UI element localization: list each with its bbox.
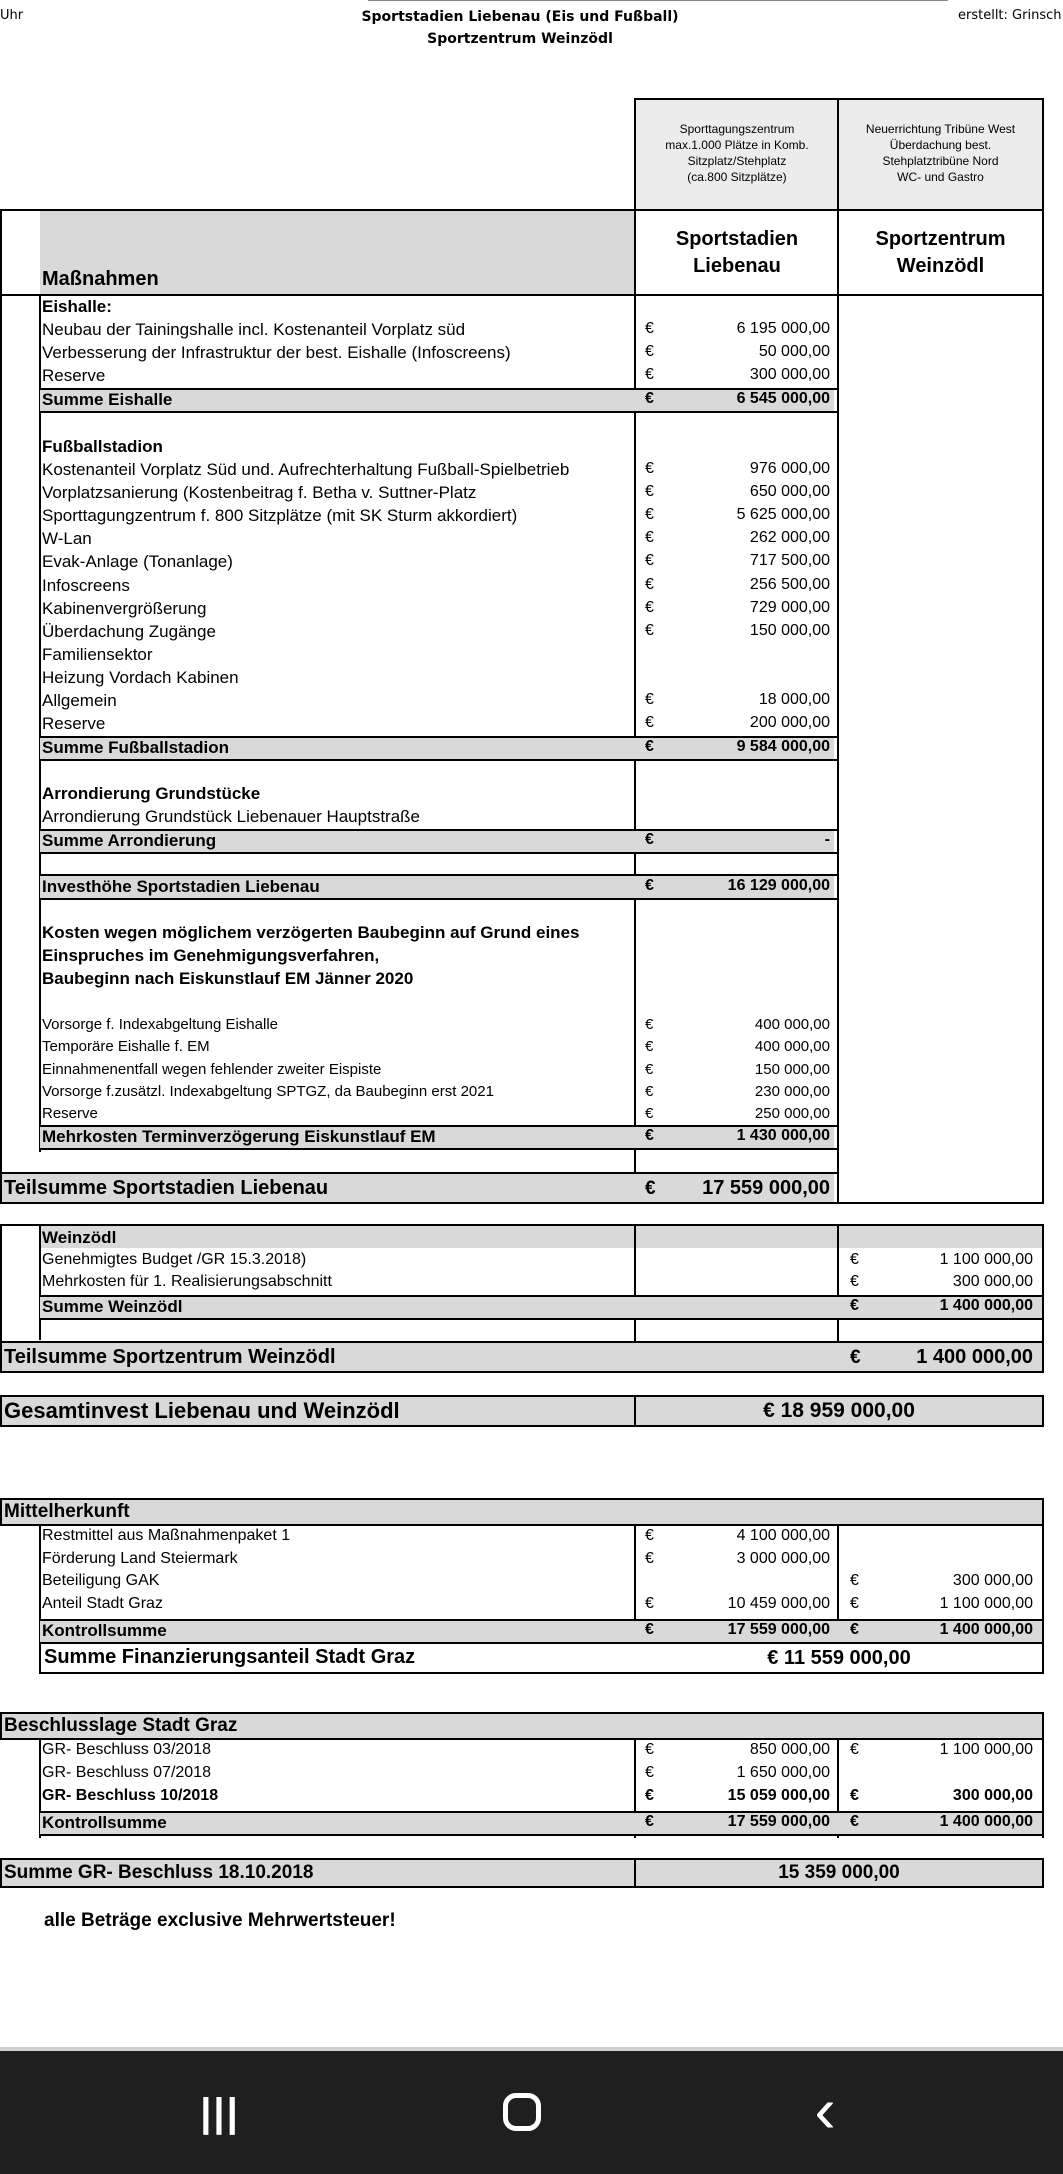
- sum-value: 17 559 000,00: [727, 1813, 830, 1830]
- line-item-value: 717 500,00: [749, 552, 830, 570]
- grid-line: [40, 898, 838, 900]
- currency-symbol: €: [645, 366, 654, 383]
- grid-line: [0, 1524, 1044, 1526]
- line-item-value: 6 195 000,00: [736, 320, 830, 337]
- col2-title: [839, 226, 1042, 280]
- currency-symbol: €: [645, 621, 654, 639]
- title-line-1: Sportstadien Liebenau (Eis und Fußball): [361, 9, 679, 25]
- teilsumme-value: 1 400 000,00: [916, 1346, 1033, 1368]
- grid-line: [40, 411, 838, 413]
- currency-symbol: €: [645, 483, 654, 501]
- line-item-value: 50 000,00: [758, 343, 830, 360]
- line-item-value: 850 000,00: [749, 1741, 830, 1758]
- currency-symbol: €: [645, 831, 654, 848]
- section-heading: Fußballstadion: [42, 437, 163, 456]
- line-item-value: 1 650 000,00: [736, 1764, 830, 1781]
- invest-value: 16 129 000,00: [727, 877, 830, 894]
- section-heading: Weinzödl: [42, 1228, 117, 1247]
- header-author: erstellt: Grinsch: [958, 8, 1062, 23]
- home-button[interactable]: [482, 2087, 562, 2137]
- line-item-value: 3 000 000,00: [736, 1549, 830, 1567]
- line-item-value: 650 000,00: [749, 483, 830, 501]
- currency-symbol: €: [645, 1813, 654, 1830]
- currency-symbol: €: [850, 1347, 861, 1368]
- mittel-heading-shade: [2, 1500, 1042, 1524]
- sum-label: Kontrollsumme: [42, 1813, 167, 1832]
- line-item-label: Restmittel aus Maßnahmenpaket 1: [42, 1527, 291, 1544]
- grid-line: [0, 1738, 1044, 1740]
- currency-symbol: €: [850, 1297, 859, 1314]
- line-item-label: Förderung Land Steiermark: [42, 1549, 238, 1567]
- sum-value: 9 584 000,00: [736, 738, 830, 755]
- grid-line: [837, 98, 839, 1202]
- line-item-value: 300 000,00: [952, 1787, 1033, 1804]
- recent-apps-button[interactable]: [180, 2087, 260, 2137]
- line-item-label: Familiensektor: [42, 644, 153, 664]
- line-item-value: 200 000,00: [749, 714, 830, 732]
- grid-line: [1042, 98, 1044, 1202]
- weinzoedl-heading-shade: [40, 1226, 1042, 1248]
- currency-symbol: €: [645, 1127, 654, 1144]
- section-heading: Eishalle:: [42, 297, 112, 316]
- col1-note: [636, 121, 838, 185]
- currency-symbol: €: [850, 1251, 859, 1268]
- grid-line: [39, 1524, 41, 1674]
- currency-symbol: €: [645, 529, 654, 547]
- line-item-label: Mehrkosten für 1. Realisierungsabschnitt: [42, 1273, 332, 1290]
- currency-symbol: €: [850, 1621, 859, 1638]
- section-heading: Arrondierung Grundstücke: [42, 784, 261, 803]
- grid-line: [0, 209, 1044, 211]
- line-item-label: Verbesserung der Infrastruktur der best. Eishalle (Infoscreens): [42, 343, 511, 362]
- line-item-value: 150 000,00: [749, 621, 830, 639]
- grid-line: [0, 294, 1044, 296]
- grid-line: [40, 1834, 1044, 1836]
- grid-line: [40, 759, 838, 761]
- line-item-label: Reserve: [42, 366, 106, 385]
- line-item-label: Überdachung Zugänge: [42, 621, 216, 641]
- col2-title-line: Weinzödl: [896, 255, 985, 277]
- grid-line: [0, 1224, 1044, 1226]
- line-item-label: GR- Beschluss 03/2018: [42, 1741, 211, 1758]
- grid-line: [0, 1712, 2, 1740]
- sum-value: 6 545 000,00: [736, 390, 830, 407]
- currency-symbol: €: [645, 343, 654, 360]
- section-heading: Beschlusslage Stadt Graz: [4, 1715, 238, 1736]
- grid-line: [634, 98, 1044, 100]
- line-item-label: Vorplatzsanierung (Kostenbeitrag f. Betha v. Suttner-Platz: [42, 483, 477, 503]
- col2-note-line: WC- und Gastro: [897, 170, 984, 184]
- col2-title-line: Sportzentrum: [875, 228, 1006, 250]
- sum-label: Summe Fußballstadion: [42, 738, 230, 757]
- col1-title-line: Sportstadien: [675, 228, 799, 250]
- line-item-value: 400 000,00: [754, 1038, 830, 1056]
- col2-note-line: Neuerrichtung Tribüne West: [865, 122, 1016, 136]
- currency-symbol: €: [645, 506, 654, 524]
- sum-label: Kontrollsumme: [42, 1621, 167, 1640]
- currency-symbol: €: [645, 598, 654, 616]
- currency-symbol: €: [850, 1594, 859, 1612]
- currency-symbol: €: [645, 1105, 654, 1123]
- line-item-label: Kostenanteil Vorplatz Süd und. Aufrechterhaltung Fußball-Spielbetrieb: [42, 460, 570, 479]
- line-item-label: GR- Beschluss 07/2018: [42, 1764, 211, 1781]
- currency-symbol: €: [645, 460, 654, 477]
- sum-value: 1 400 000,00: [939, 1297, 1033, 1314]
- grid-line: [39, 294, 41, 1152]
- sum-value: 17 559 000,00: [727, 1621, 830, 1638]
- sum-value: 1 400 000,00: [939, 1621, 1033, 1638]
- recent-apps-icon: |||: [200, 2091, 240, 2135]
- grid-line: [0, 1202, 1044, 1204]
- teilsumme-value: 17 559 000,00: [702, 1177, 830, 1199]
- line-item-label: Sporttagungzentrum f. 800 Sitzplätze (mit SK Sturm akkordiert): [42, 506, 518, 526]
- grid-line: [1042, 1498, 1044, 1674]
- line-item-value: 4 100 000,00: [736, 1527, 830, 1544]
- grid-line: [40, 1642, 1044, 1644]
- col1-note-line: (ca.800 Sitzplätze): [687, 170, 787, 184]
- currency-symbol: €: [645, 1594, 654, 1612]
- sum-label: Summe Eishalle: [42, 390, 173, 409]
- currency-symbol: €: [645, 390, 654, 407]
- line-item-value: 400 000,00: [754, 1016, 830, 1033]
- line-item-value: 150 000,00: [754, 1060, 830, 1078]
- grid-line: [0, 209, 2, 1204]
- line-item-value: 18 000,00: [758, 691, 830, 708]
- line-item-label: Einnahmenentfall wegen fehlender zweiter Eispiste: [42, 1060, 382, 1078]
- delay-heading-line: Einspruches im Genehmigungsverfahren,: [42, 946, 380, 965]
- grid-line: [40, 1148, 838, 1150]
- currency-symbol: €: [850, 1572, 859, 1589]
- line-item-label: Reserve: [42, 1105, 98, 1123]
- currency-symbol: €: [850, 1787, 859, 1804]
- line-item-value: 262 000,00: [749, 529, 830, 547]
- line-item-label: Allgemein: [42, 691, 117, 710]
- teilsumme-label: Teilsumme Sportzentrum Weinzödl: [4, 1346, 336, 1368]
- currency-symbol: €: [850, 1741, 859, 1758]
- line-item-value: 976 000,00: [749, 460, 830, 477]
- currency-symbol: €: [645, 1741, 654, 1758]
- currency-symbol: €: [645, 575, 654, 593]
- currency-symbol: €: [645, 1549, 654, 1567]
- grid-line: [0, 1498, 2, 1526]
- currency-symbol: €: [645, 320, 654, 337]
- line-item-value: 1 100 000,00: [939, 1251, 1033, 1268]
- grid-line: [634, 98, 636, 1202]
- currency-symbol: €: [645, 714, 654, 732]
- line-item-value: 250 000,00: [754, 1105, 830, 1123]
- grid-line: [40, 1672, 1044, 1674]
- col1-note-line: Sporttagungszentrum: [679, 122, 795, 136]
- currency-symbol: €: [645, 1787, 654, 1804]
- finanzierung-value: € 11 559 000,00: [767, 1647, 911, 1669]
- section-heading: Mittelherkunft: [4, 1501, 130, 1522]
- col1-title: [636, 226, 838, 280]
- currency-symbol: €: [645, 1082, 654, 1100]
- currency-symbol: €: [645, 1621, 654, 1638]
- currency-symbol: €: [645, 1038, 654, 1056]
- line-item-value: 15 059 000,00: [727, 1787, 830, 1804]
- title-line-2: Sportzentrum Weinzödl: [427, 31, 613, 47]
- line-item-label: Neubau der Tainingshalle incl. Kostenanteil Vorplatz süd: [42, 320, 466, 339]
- grid-line: [0, 1371, 1044, 1373]
- line-item-label: Kabinenvergrößerung: [42, 598, 207, 618]
- currency-symbol: €: [850, 1813, 859, 1830]
- navbar-divider: [0, 2047, 1063, 2051]
- currency-symbol: €: [645, 1178, 656, 1199]
- line-item-value: 10 459 000,00: [727, 1594, 830, 1612]
- line-item-label: Genehmigtes Budget /GR 15.3.2018): [42, 1251, 307, 1268]
- currency-symbol: €: [645, 552, 654, 570]
- line-item-label: Reserve: [42, 714, 106, 734]
- gr-sum-label: Summe GR- Beschluss 18.10.2018: [4, 1862, 314, 1883]
- grid-line: [0, 1498, 1044, 1500]
- grid-line: [0, 1712, 1044, 1714]
- back-icon: ‹: [814, 2074, 836, 2146]
- back-button[interactable]: [785, 2074, 865, 2146]
- home-icon: [503, 2093, 541, 2131]
- line-item-label: Vorsorge f. Indexabgeltung Eishalle: [42, 1016, 278, 1033]
- col1-note-line: Sitzplatz/Stehplatz: [687, 154, 787, 168]
- delay-heading: [42, 921, 579, 990]
- col2-note-line: Überdachung best.: [889, 138, 992, 152]
- gr-sum-value: 15 359 000,00: [778, 1862, 900, 1883]
- footnote: alle Beträge exclusive Mehrwertsteuer!: [44, 1910, 396, 1931]
- sum-value: 1 430 000,00: [736, 1127, 830, 1144]
- line-item-value: 1 100 000,00: [939, 1741, 1033, 1758]
- grid-line: [40, 852, 838, 854]
- line-item-label: Infoscreens: [42, 575, 130, 595]
- line-item-label: Temporäre Eishalle f. EM: [42, 1038, 210, 1056]
- line-item-value: 1 100 000,00: [939, 1594, 1033, 1612]
- currency-symbol: €: [645, 1016, 654, 1033]
- col1-note-line: max.1.000 Plätze in Komb.: [665, 138, 809, 152]
- line-item-label: W-Lan: [42, 529, 92, 549]
- line-item-value: 729 000,00: [749, 598, 830, 616]
- line-item-label: Evak-Anlage (Tonanlage): [42, 552, 233, 572]
- currency-symbol: €: [645, 1764, 654, 1781]
- line-item-value: 300 000,00: [952, 1572, 1033, 1589]
- col2-note-line: Stehplatztribüne Nord: [882, 154, 999, 168]
- line-item-label: Anteil Stadt Graz: [42, 1594, 163, 1612]
- sum-label: Summe Weinzödl: [42, 1297, 183, 1316]
- grid-line: [1042, 1712, 1044, 1838]
- header-rule: [368, 0, 948, 1]
- grid-line: [40, 1318, 1044, 1320]
- line-item-value: 300 000,00: [749, 366, 830, 383]
- grid-line: [39, 1224, 41, 1340]
- currency-symbol: €: [645, 1527, 654, 1544]
- grid-line: [1042, 1224, 1044, 1372]
- col1-title-line: Liebenau: [693, 255, 781, 277]
- header-left-text: Uhr: [0, 8, 24, 23]
- invest-label: Investhöhe Sportstadien Liebenau: [42, 877, 320, 896]
- document-header: [0, 0, 1063, 60]
- currency-symbol: €: [850, 1273, 859, 1290]
- teilsumme-label: Teilsumme Sportstadien Liebenau: [4, 1177, 329, 1199]
- measures-label: Maßnahmen: [42, 268, 159, 290]
- delay-heading-line: Baubeginn nach Eiskunstlauf EM Jänner 2020: [42, 969, 414, 988]
- sum-label: Summe Arrondierung: [42, 831, 217, 850]
- sum-value: -: [824, 831, 830, 848]
- col2-note: [839, 121, 1042, 185]
- sum-label: Mehrkosten Terminverzögerung Eiskunstlauf EM: [42, 1127, 436, 1146]
- delay-heading-line: Kosten wegen möglichem verzögerten Baubeginn auf Grund eines: [42, 923, 580, 942]
- line-item-value: 300 000,00: [952, 1273, 1033, 1290]
- gesamt-value: € 18 959 000,00: [763, 1399, 915, 1422]
- line-item-label: Heizung Vordach Kabinen: [42, 667, 239, 687]
- currency-symbol: €: [645, 738, 654, 755]
- document-title: [300, 6, 740, 50]
- line-item-label: GR- Beschluss 10/2018: [42, 1787, 219, 1804]
- currency-symbol: €: [645, 877, 654, 894]
- system-navigation-bar: [0, 2047, 1063, 2174]
- currency-symbol: €: [645, 691, 654, 708]
- currency-symbol: €: [645, 1060, 654, 1078]
- finanzierung-label: Summe Finanzierungsanteil Stadt Graz: [44, 1646, 416, 1668]
- line-item-value: 256 500,00: [749, 575, 830, 593]
- sum-value: 1 400 000,00: [939, 1813, 1033, 1830]
- line-item-label: Vorsorge f.zusätzl. Indexabgeltung SPTGZ, da Baubeginn erst 2021: [42, 1082, 494, 1100]
- line-item-value: 230 000,00: [754, 1082, 830, 1100]
- line-item-label: Arrondierung Grundstück Liebenauer Hauptstraße: [42, 807, 420, 826]
- line-item-label: Beteiligung GAK: [42, 1572, 160, 1589]
- line-item-value: 5 625 000,00: [736, 506, 830, 524]
- gesamt-label: Gesamtinvest Liebenau und Weinzödl: [4, 1398, 400, 1423]
